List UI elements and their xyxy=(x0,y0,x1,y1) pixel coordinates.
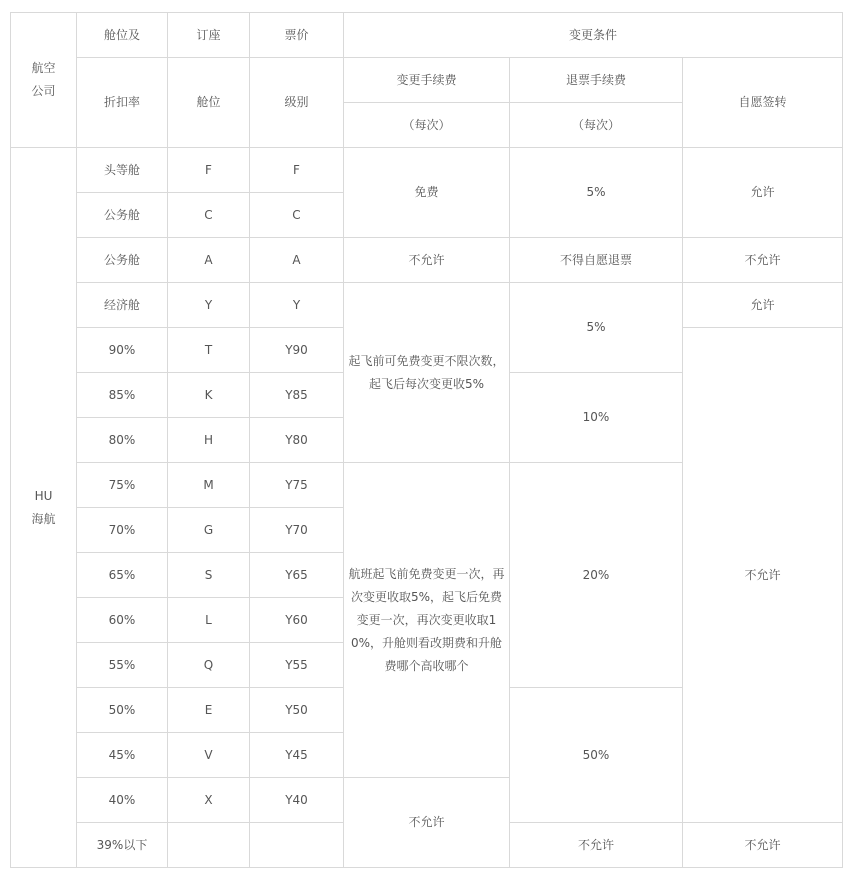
booking-cell: L xyxy=(168,598,250,643)
change-fee-cell: 航班起飞前免费变更一次，再次变更收取5%，起飞后免费变更一次，再次变更收取10%，升舱则看改期费和升舱费哪个高收哪个 xyxy=(344,463,510,778)
fare-cell: Y40 xyxy=(250,778,344,823)
refund-fee-cell: 10% xyxy=(510,373,683,463)
booking-header-top: 订座 xyxy=(168,13,250,58)
cabin-cell: 40% xyxy=(77,778,168,823)
fare-cell: Y55 xyxy=(250,643,344,688)
cabin-cell: 65% xyxy=(77,553,168,598)
refund-fee-unit: （每次） xyxy=(510,103,683,148)
fare-header-top: 票价 xyxy=(250,13,344,58)
booking-cell: E xyxy=(168,688,250,733)
endorse-header: 自愿签转 xyxy=(683,58,843,148)
change-fee-cell: 不允许 xyxy=(344,778,510,868)
change-fee-cell: 起飞前可免费变更不限次数， 起飞后每次变更收5% xyxy=(344,283,510,463)
change-fee-header: 变更手续费 xyxy=(344,58,510,103)
booking-cell: Q xyxy=(168,643,250,688)
cabin-cell: 39%以下 xyxy=(77,823,168,868)
refund-fee-cell: 不允许 xyxy=(510,823,683,868)
booking-cell: G xyxy=(168,508,250,553)
booking-cell: S xyxy=(168,553,250,598)
cabin-cell: 经济舱 xyxy=(77,283,168,328)
header-row-1 xyxy=(11,13,843,58)
cabin-cell: 70% xyxy=(77,508,168,553)
booking-header-bottom: 舱位 xyxy=(168,58,250,148)
booking-cell: K xyxy=(168,373,250,418)
cabin-cell: 55% xyxy=(77,643,168,688)
refund-fee-cell: 不得自愿退票 xyxy=(510,238,683,283)
fare-cell: Y75 xyxy=(250,463,344,508)
refund-fee-cell: 5% xyxy=(510,148,683,238)
fare-cell: Y50 xyxy=(250,688,344,733)
cabin-cell: 45% xyxy=(77,733,168,778)
fare-cell: F xyxy=(250,148,344,193)
cabin-cell: 50% xyxy=(77,688,168,733)
cabin-cell: 90% xyxy=(77,328,168,373)
airline-cell xyxy=(11,148,77,868)
booking-cell: V xyxy=(168,733,250,778)
change-fee-unit: （每次） xyxy=(344,103,510,148)
fare-cell: Y70 xyxy=(250,508,344,553)
fare-cell: A xyxy=(250,238,344,283)
booking-cell: C xyxy=(168,193,250,238)
booking-cell: X xyxy=(168,778,250,823)
fare-cell: Y65 xyxy=(250,553,344,598)
endorse-cell: 允许 xyxy=(683,283,843,328)
table-row xyxy=(11,238,843,283)
cabin-cell: 公务舱 xyxy=(77,238,168,283)
header-row-2 xyxy=(11,58,843,103)
cabin-cell: 75% xyxy=(77,463,168,508)
booking-cell xyxy=(168,823,250,868)
refund-fee-cell: 50% xyxy=(510,688,683,823)
fare-cell xyxy=(250,823,344,868)
airline-header: 航空 公司 xyxy=(11,13,77,148)
cabin-cell: 公务舱 xyxy=(77,193,168,238)
table-row xyxy=(11,148,843,193)
endorse-cell: 不允许 xyxy=(683,238,843,283)
fare-rules-table xyxy=(10,12,843,868)
conditions-header: 变更条件 xyxy=(344,13,843,58)
change-fee-cell: 免费 xyxy=(344,148,510,238)
fare-cell: Y85 xyxy=(250,373,344,418)
booking-cell: H xyxy=(168,418,250,463)
booking-cell: Y xyxy=(168,283,250,328)
refund-fee-cell: 20% xyxy=(510,463,683,688)
fare-cell: Y90 xyxy=(250,328,344,373)
refund-fee-cell: 5% xyxy=(510,283,683,373)
fare-cell: Y xyxy=(250,283,344,328)
cabin-cell: 85% xyxy=(77,373,168,418)
cabin-header-bottom: 折扣率 xyxy=(77,58,168,148)
endorse-cell: 不允许 xyxy=(683,823,843,868)
cabin-header-top: 舱位及 xyxy=(77,13,168,58)
cabin-cell: 头等舱 xyxy=(77,148,168,193)
airline-code: HU xyxy=(34,488,53,503)
fare-cell: Y80 xyxy=(250,418,344,463)
endorse-cell: 允许 xyxy=(683,148,843,238)
fare-cell: Y45 xyxy=(250,733,344,778)
change-fee-cell: 不允许 xyxy=(344,238,510,283)
booking-cell: F xyxy=(168,148,250,193)
booking-cell: M xyxy=(168,463,250,508)
booking-cell: A xyxy=(168,238,250,283)
booking-cell: T xyxy=(168,328,250,373)
fare-cell: C xyxy=(250,193,344,238)
fare-header-bottom: 级别 xyxy=(250,58,344,148)
airline-name: 海航 xyxy=(31,511,56,526)
cabin-cell: 80% xyxy=(77,418,168,463)
endorse-cell: 不允许 xyxy=(683,328,843,823)
refund-fee-header: 退票手续费 xyxy=(510,58,683,103)
fare-cell: Y60 xyxy=(250,598,344,643)
cabin-cell: 60% xyxy=(77,598,168,643)
table-row xyxy=(11,283,843,328)
